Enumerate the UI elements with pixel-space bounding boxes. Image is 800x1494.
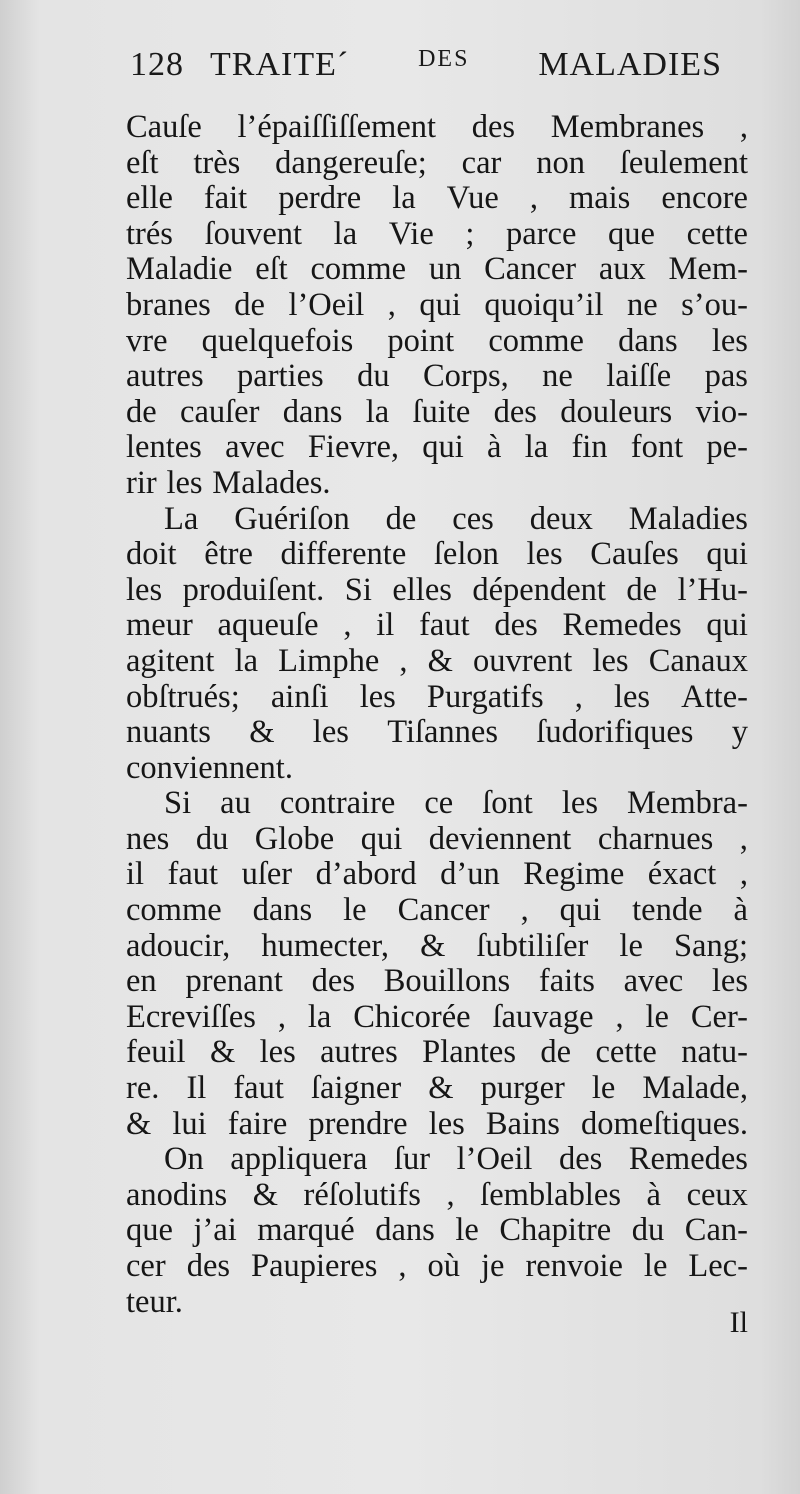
- word: je: [481, 1248, 505, 1284]
- word: les: [359, 678, 396, 715]
- text-line: [126, 964, 748, 1000]
- word: autres: [320, 1034, 398, 1071]
- word: lentes: [126, 429, 202, 466]
- word: faits: [538, 963, 595, 1000]
- word: comme: [488, 322, 584, 359]
- word: j’ai: [193, 1212, 237, 1249]
- word: les: [526, 536, 563, 573]
- word: deux: [529, 500, 593, 537]
- word: pe-: [706, 429, 748, 466]
- word: nuants: [126, 714, 211, 751]
- word: Regime: [523, 856, 625, 893]
- word: dans: [282, 393, 343, 430]
- text-line: [126, 929, 748, 965]
- word: comme: [126, 892, 222, 929]
- word: faut: [419, 607, 470, 644]
- word: &: [427, 642, 453, 679]
- text-line: [126, 1178, 748, 1214]
- word: dépendent: [472, 571, 606, 608]
- word: les: [126, 571, 163, 608]
- word: les: [259, 1034, 296, 1071]
- body-text: [126, 110, 748, 1320]
- word: ſeulement: [619, 144, 748, 181]
- word: ,: [343, 607, 352, 644]
- text-line: [126, 359, 748, 395]
- word: &: [249, 714, 275, 751]
- running-title-word: DES: [418, 46, 470, 72]
- word: ce: [424, 785, 454, 822]
- word: Maladie: [126, 251, 233, 288]
- word: le: [619, 927, 643, 964]
- word: ,: [615, 998, 624, 1035]
- word: fait: [203, 180, 248, 217]
- word: les: [613, 678, 651, 715]
- text-line: [126, 217, 748, 253]
- word: Paupieres: [251, 1248, 378, 1284]
- word: ſur: [393, 1141, 431, 1178]
- word: à: [733, 892, 748, 929]
- word: produiſent.: [182, 571, 325, 608]
- word: douleurs: [560, 393, 673, 430]
- word: lui: [172, 1105, 207, 1142]
- word: Malade,: [642, 1070, 748, 1107]
- text-line: [126, 644, 748, 680]
- word: qui: [360, 820, 403, 857]
- word: vio-: [695, 393, 748, 430]
- word: domeſtiques.: [580, 1105, 748, 1142]
- text-line: [126, 1213, 748, 1249]
- word: ne: [626, 286, 658, 323]
- text-line: [126, 288, 748, 324]
- word: aqueuſe: [217, 607, 319, 644]
- word: faut: [167, 856, 219, 893]
- word: Globe: [254, 820, 335, 857]
- text-line: [126, 893, 748, 929]
- word: il: [376, 607, 395, 644]
- word: car: [461, 144, 502, 181]
- word: avec: [623, 963, 684, 1000]
- word: eſt: [126, 144, 159, 181]
- word: faut: [233, 1070, 284, 1107]
- word: &: [126, 1105, 152, 1142]
- word: qui: [706, 607, 748, 644]
- word: contraire: [279, 785, 396, 822]
- text-line: [126, 502, 748, 538]
- word: uſer: [241, 856, 293, 893]
- text-line: [126, 857, 748, 893]
- word: ,: [739, 820, 748, 857]
- text-line: [126, 822, 748, 858]
- word: le: [645, 998, 669, 1035]
- word: conviennent.: [126, 749, 293, 786]
- word: agitent: [126, 642, 215, 679]
- word: Purgatifs: [426, 678, 544, 715]
- word: ,: [399, 642, 408, 679]
- text-line: [126, 395, 748, 431]
- word: le: [591, 1070, 616, 1107]
- word: à: [646, 1176, 661, 1213]
- word: Maladies: [628, 500, 748, 537]
- running-title-word: TRAITE´: [210, 46, 350, 83]
- word: cauſer: [180, 393, 260, 430]
- word: Remedes: [628, 1141, 748, 1178]
- word: purger: [480, 1070, 565, 1107]
- word: des: [186, 1248, 231, 1284]
- word: Corps,: [422, 358, 509, 395]
- word: &: [420, 927, 446, 964]
- text-line: [126, 252, 748, 288]
- word: Membra-: [627, 785, 748, 822]
- word: ſauvage: [492, 998, 594, 1035]
- word: tende: [632, 892, 703, 929]
- word: le: [455, 1212, 479, 1249]
- word: ſudorifiques: [536, 714, 694, 751]
- word: l’Oeil: [288, 286, 365, 323]
- word: ,: [446, 1176, 455, 1213]
- word: les: [166, 464, 203, 501]
- word: non: [536, 144, 585, 181]
- word: Atte-: [681, 678, 748, 715]
- word: elle: [126, 180, 173, 217]
- word: que: [126, 1212, 173, 1249]
- text-line: [126, 786, 748, 822]
- word: les: [711, 963, 748, 1000]
- word: le: [343, 892, 367, 929]
- word: differente: [280, 536, 407, 573]
- word: pas: [704, 358, 748, 395]
- word: Lec-: [688, 1248, 748, 1284]
- word: nes: [126, 820, 170, 857]
- word: &: [209, 1034, 236, 1071]
- word: deviennent: [428, 820, 572, 857]
- word: à: [487, 429, 502, 466]
- word: ſubtiliſer: [476, 927, 589, 964]
- word: Vie: [388, 215, 434, 252]
- word: du: [357, 358, 390, 395]
- word: qui: [706, 536, 748, 573]
- word: ceux: [686, 1176, 748, 1213]
- word: Fievre,: [307, 429, 399, 466]
- word: ,: [277, 998, 286, 1035]
- text-line: [126, 715, 748, 751]
- word: Guériſon: [234, 500, 350, 537]
- word: ſemblables: [480, 1176, 621, 1213]
- word: doit: [126, 536, 177, 573]
- word: ,: [520, 892, 529, 929]
- text-line: [126, 1249, 748, 1285]
- text-line: [126, 573, 748, 609]
- word: il: [126, 856, 145, 893]
- word: y: [731, 714, 748, 751]
- word: charnues: [597, 820, 714, 857]
- word: cette: [686, 215, 748, 252]
- word: feuil: [126, 1034, 186, 1071]
- word: dangereuſe;: [275, 144, 427, 181]
- word: rir: [126, 464, 157, 501]
- word: adoucir,: [126, 927, 231, 964]
- word: Plantes: [422, 1034, 517, 1071]
- word: ſelon: [433, 536, 499, 573]
- word: Malades.: [212, 464, 331, 501]
- word: qui: [422, 429, 464, 466]
- word: les: [592, 642, 629, 679]
- running-header: [130, 46, 722, 92]
- word: Membranes: [550, 109, 705, 145]
- word: Ecreviſſes: [126, 998, 256, 1035]
- word: laiſſe: [606, 358, 672, 395]
- word: encore: [661, 180, 748, 217]
- text-line: [126, 146, 748, 182]
- word: anodins: [126, 1176, 228, 1213]
- word: re.: [126, 1070, 160, 1107]
- text-line: [126, 1142, 748, 1178]
- word: Cauſes: [590, 536, 679, 573]
- word: la: [365, 393, 390, 430]
- word: les: [312, 714, 349, 751]
- word: dans: [252, 892, 313, 929]
- word: prendre: [308, 1105, 408, 1142]
- word: de: [385, 500, 417, 537]
- word: ,: [574, 678, 583, 715]
- word: être: [204, 536, 253, 573]
- word: On: [164, 1141, 204, 1178]
- word: de: [540, 1034, 572, 1071]
- text-line: [126, 110, 748, 146]
- word: ,: [387, 286, 396, 323]
- word: des: [493, 393, 537, 430]
- word: dans: [618, 322, 678, 359]
- word: humecter,: [261, 927, 390, 964]
- word: qui: [419, 286, 461, 323]
- text-line: [126, 608, 748, 644]
- word: Remedes: [562, 607, 682, 644]
- word: les: [711, 322, 748, 359]
- word: Limphe: [278, 642, 380, 679]
- word: ,: [739, 109, 748, 145]
- word: ,: [529, 180, 538, 217]
- word: parties: [237, 358, 324, 395]
- word: Il: [186, 1070, 207, 1107]
- word: au: [220, 785, 251, 822]
- word: point: [387, 322, 455, 359]
- word: de: [126, 393, 157, 430]
- word: marqué: [257, 1212, 355, 1249]
- word: Sang;: [673, 927, 748, 964]
- word: cette: [595, 1034, 657, 1071]
- word: éxact: [647, 856, 717, 893]
- word: en: [126, 963, 157, 1000]
- word: d’abord: [315, 856, 417, 893]
- word: mais: [568, 180, 631, 217]
- word: quelquefois: [201, 322, 354, 359]
- word: où: [427, 1248, 460, 1284]
- page-footer: [126, 1306, 748, 1346]
- word: cer: [126, 1248, 166, 1284]
- word: Si: [344, 571, 372, 608]
- word: Chapitre: [499, 1212, 612, 1249]
- running-title: [210, 46, 722, 84]
- word: parce: [506, 215, 577, 252]
- word: qui: [559, 892, 602, 929]
- word: des: [494, 607, 538, 644]
- word: l’Oeil: [456, 1141, 533, 1178]
- word: la: [234, 642, 259, 679]
- word: eſt: [255, 251, 288, 288]
- word: ſaigner: [310, 1070, 402, 1107]
- word: perdre: [278, 180, 362, 217]
- word: avec: [225, 429, 285, 466]
- word: trés: [126, 215, 173, 252]
- word: que: [608, 215, 655, 252]
- word: aux: [598, 251, 646, 288]
- word: branes: [126, 286, 211, 323]
- word: faire: [227, 1105, 288, 1142]
- text-line: [126, 537, 748, 573]
- word: appliquera: [230, 1141, 368, 1178]
- word: teur.: [126, 1283, 183, 1320]
- word: ,: [739, 856, 748, 893]
- word: autres: [126, 358, 204, 395]
- word: font: [630, 429, 684, 466]
- word: l’épaiſſiſſement: [237, 109, 437, 145]
- page-number: 128: [130, 46, 184, 83]
- word: s’ou-: [681, 286, 748, 323]
- text-line: [126, 430, 748, 466]
- text-line: [126, 1000, 748, 1036]
- word: obſtrués;: [126, 678, 240, 715]
- word: Cauſe: [126, 109, 202, 145]
- word: le: [643, 1248, 668, 1284]
- word: Cancer: [397, 892, 490, 929]
- word: la: [392, 180, 416, 217]
- word: fin: [571, 429, 608, 466]
- word: ſont: [482, 785, 533, 822]
- word: ainſi: [270, 678, 329, 715]
- word: la: [524, 429, 549, 466]
- text-line: [126, 181, 748, 217]
- word: Can-: [684, 1212, 748, 1249]
- word: dans: [375, 1212, 435, 1249]
- word: Mem-: [668, 251, 748, 288]
- word: ne: [542, 358, 573, 395]
- word: un: [428, 251, 462, 288]
- word: meur: [126, 607, 193, 644]
- word: des: [311, 963, 355, 1000]
- word: Chicorée: [353, 998, 471, 1035]
- text-line: [126, 466, 748, 502]
- word: renvoie: [525, 1248, 623, 1284]
- word: d’un: [440, 856, 500, 893]
- word: de: [626, 571, 658, 608]
- word: quoiqu’il: [484, 286, 604, 323]
- word: Bouillons: [383, 963, 511, 1000]
- word: l’Hu-: [677, 571, 748, 608]
- word: &: [428, 1070, 454, 1107]
- word: ces: [452, 500, 494, 537]
- word: vre: [126, 322, 168, 359]
- word: &: [252, 1176, 278, 1213]
- word: Vue: [446, 180, 499, 217]
- word: ſouvent: [204, 215, 303, 252]
- word: les: [428, 1105, 465, 1142]
- word: du: [195, 820, 229, 857]
- text-line: [126, 1035, 748, 1071]
- word: les: [561, 785, 598, 822]
- word: très: [193, 144, 241, 181]
- word: des: [558, 1141, 603, 1178]
- catchword: Il: [729, 1306, 748, 1339]
- word: réſolutifs: [303, 1176, 421, 1213]
- word: Si: [164, 785, 192, 822]
- word: la: [307, 998, 332, 1035]
- word: ouvrent: [473, 642, 573, 679]
- text-line: [126, 324, 748, 360]
- text-line: [126, 751, 748, 787]
- word: elles: [392, 571, 452, 608]
- word: Bains: [485, 1105, 560, 1142]
- running-title-word: MALADIES: [538, 46, 722, 83]
- word: comme: [310, 251, 407, 288]
- word: ;: [465, 215, 475, 252]
- word: Canaux: [648, 642, 748, 679]
- word: prenant: [185, 963, 283, 1000]
- word: la: [333, 215, 358, 252]
- word: ſuite: [412, 393, 471, 430]
- word: La: [164, 500, 199, 537]
- word: du: [631, 1212, 665, 1249]
- word: Cer-: [690, 998, 748, 1035]
- word: Cancer: [484, 251, 577, 288]
- text-line: [126, 1107, 748, 1143]
- text-line: [126, 1071, 748, 1107]
- word: ,: [398, 1248, 407, 1284]
- word: des: [471, 109, 516, 145]
- word: de: [234, 286, 265, 323]
- word: natu-: [681, 1034, 748, 1071]
- text-line: [126, 680, 748, 716]
- word: Tiſannes: [387, 714, 499, 751]
